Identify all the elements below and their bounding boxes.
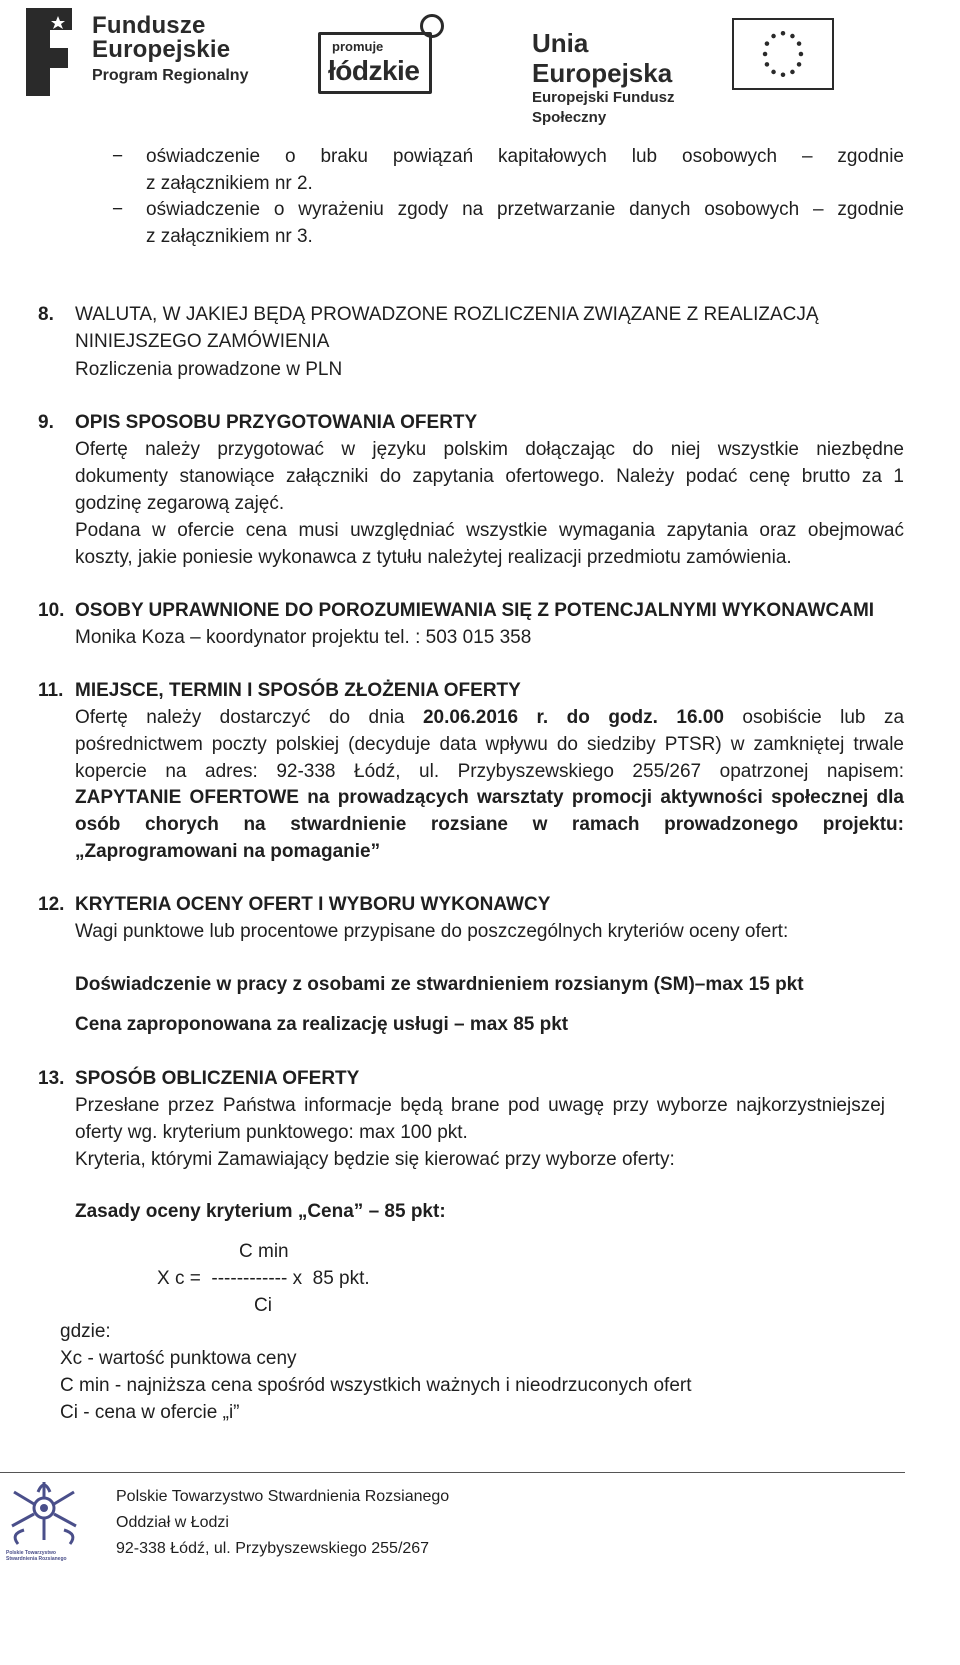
ptsr-logo-caption: Polskie Towarzystwo Stwardnienia Rozsianego	[6, 1550, 67, 1562]
section-8-number: 8.	[38, 304, 54, 325]
promuje-logo-big: łódzkie	[328, 55, 420, 86]
section-10-number: 10.	[38, 600, 65, 621]
price-rule-heading: Zasady oceny kryterium „Cena” – 85 pkt:	[75, 1201, 446, 1222]
section-13-title: SPOSÓB OBLICZENIA OFERTY	[75, 1068, 360, 1089]
ptsr-logo	[4, 1478, 84, 1566]
definition-xc: Xc - wartość punktowa ceny	[60, 1348, 297, 1369]
formula-numerator: C min	[239, 1241, 289, 1262]
section-13-number: 13.	[38, 1068, 65, 1089]
footer-street: 92-338 Łódź, ul. Przybyszewskiego 255/267	[116, 1540, 430, 1557]
section-11-line3: kopercie na adres: 92-338 Łódź, ul. Przybyszewskiego 255/267 opatrzonej napisem:	[75, 761, 904, 782]
section-11-line6: „Zaprogramowani na pomaganie”	[75, 841, 381, 862]
section-11-title: MIEJSCE, TERMIN I SPOSÓB ZŁOŻENIA OFERTY	[75, 680, 521, 701]
section-13-line3: Kryteria, którymi Zamawiający będzie się kierować przy wyborze oferty:	[75, 1149, 675, 1170]
section-12-text: Wagi punktowe lub procentowe przypisane do poszczególnych kryteriów oceny ofert:	[75, 921, 789, 942]
unia-europejska-logo-text	[532, 28, 732, 128]
section-10-text: Monika Koza – koordynator projektu tel. : 503 015 358	[75, 627, 532, 648]
intro-item-2-line1: oświadczenie o wyrażeniu zgody na przetwarzanie danych osobowych – zgodnie	[146, 199, 904, 220]
section-11-line5: osób chorych na stwardnienie rozsiane w ramach prowadzonego projektu:	[75, 814, 904, 835]
section-11-number: 11.	[38, 680, 64, 701]
fe-logo-line3: Program Regionalny	[92, 67, 249, 84]
section-13-line2: oferty wg. kryterium punktowego: max 100 pkt.	[75, 1122, 468, 1143]
criterion-experience: Doświadczenie w pracy z osobami ze stwardnieniem rozsianym (SM)–max 15 pkt	[75, 974, 804, 995]
section-10-title: OSOBY UPRAWNIONE DO POROZUMIEWANIA SIĘ Z POTENCJALNYMI WYKONAWCAMI	[75, 600, 875, 621]
list-dash: −	[112, 146, 124, 167]
euro-circle-icon	[420, 14, 444, 38]
ue-logo-line2: Europejski Fundusz Społeczny	[532, 89, 675, 126]
section-9-title: OPIS SPOSOBU PRZYGOTOWANIA OFERTY	[75, 412, 478, 433]
section-11-line4: ZAPYTANIE OFERTOWE na prowadzących warsztaty promocji aktywności społecznej dla	[75, 787, 904, 808]
formula-main: X c = ------------ x 85 pkt.	[157, 1268, 370, 1289]
fundusze-europejskie-logo	[22, 4, 262, 100]
definition-ci: Ci - cena w ofercie „i”	[60, 1402, 240, 1423]
where-label: gdzie:	[60, 1321, 111, 1342]
section-8-title-line2: NINIEJSZEGO ZAMÓWIENIA	[75, 331, 330, 352]
section-8-title-line1: WALUTA, W JAKIEJ BĘDĄ PROWADZONE ROZLICZENIA ZWIĄZANE Z REALIZACJĄ	[75, 304, 819, 325]
section-9-p1-line2: dokumenty stanowiące załączniki do zapytania ofertowego. Należy podać cenę brutto za 1	[75, 466, 904, 487]
formula-denominator: Ci	[254, 1295, 272, 1316]
footer-divider	[0, 1472, 905, 1473]
footer-address	[116, 1484, 449, 1562]
eu-flag-icon	[732, 18, 834, 90]
intro-item-1-line1: oświadczenie o braku powiązań kapitałowych lub osobowych – zgodnie	[146, 146, 904, 167]
section-8-text: Rozliczenia prowadzone w PLN	[75, 359, 343, 380]
section-9-p2-line2: koszty, jakie poniesie wykonawca z tytułu należytej realizacji przedmiotu zamówienia.	[75, 547, 792, 568]
ue-logo-line1: Unia Europejska	[532, 28, 673, 88]
deadline-date: 20.06.2016 r. do godz. 16.00	[422, 707, 724, 728]
ptsr-logo-icon	[4, 1478, 84, 1550]
section-9-number: 9.	[38, 412, 54, 433]
section-12-title: KRYTERIA OCENY OFERT I WYBORU WYKONAWCY	[75, 894, 551, 915]
criterion-price: Cena zaproponowana za realizację usługi – max 85 pkt	[75, 1014, 569, 1035]
section-11-line2: pośrednictwem poczty polskiej (decyduje data wpływu do siedziby PTSR) w zamkniętej trwale	[75, 734, 904, 755]
fe-logo-line1: Fundusze	[92, 12, 206, 39]
definition-cmin: C min - najniższa cena spośród wszystkich ważnych i nieodrzuconych ofert	[60, 1375, 692, 1396]
footer-org-name: Polskie Towarzystwo Stwardnienia Rozsianego	[116, 1488, 450, 1505]
intro-item-2-line2: z załącznikiem nr 3.	[146, 226, 313, 247]
list-dash: −	[112, 199, 124, 220]
fe-logo-line2: Europejskie	[92, 36, 231, 63]
intro-item-1-line2: z załącznikiem nr 2.	[146, 173, 313, 194]
section-13-line1: Przesłane przez Państwa informacje będą brane pod uwagę przy wyborze najkorzystniejszej	[75, 1095, 885, 1116]
section-9-p2-line1: Podana w ofercie cena musi uwzględniać wszystkie wymagania zapytania oraz obejmować	[75, 520, 904, 541]
footer-branch: Oddział w Łodzi	[116, 1514, 229, 1531]
page-header	[0, 0, 960, 126]
section-12-number: 12.	[38, 894, 65, 915]
promuje-lodzkie-logo	[318, 14, 450, 94]
section-9-p1-line1: Ofertę należy przygotować w języku polskim dołączając do niej wszystkie niezbędne	[75, 439, 904, 460]
fe-star-icon	[22, 4, 84, 100]
section-9-p1-line3: godzinę zegarową zajęć.	[75, 493, 285, 514]
promuje-logo-small: promuje	[332, 39, 384, 54]
section-11-line1: Ofertę należy dostarczyć do dnia 20.06.2016 r. do godz. 16.00 osobiście lub za	[75, 707, 905, 728]
